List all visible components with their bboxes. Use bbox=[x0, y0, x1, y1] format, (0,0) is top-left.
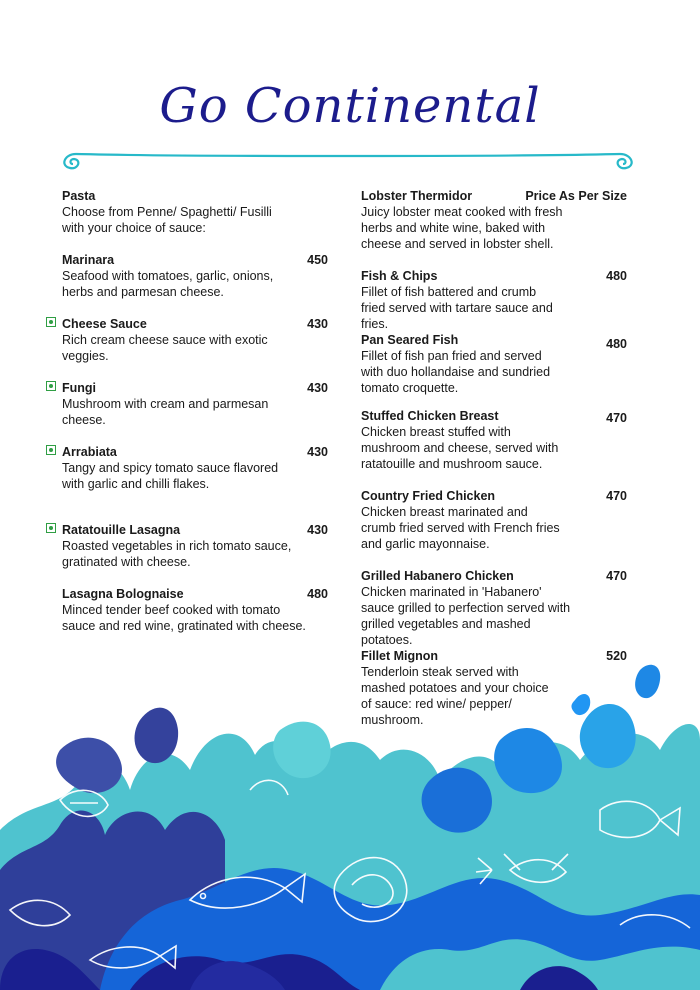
item-description: Mushroom with cream and parmesan cheese. bbox=[62, 397, 269, 427]
item-name: Arrabiata bbox=[62, 445, 117, 459]
item-description: Chicken marinated in 'Habanero' sauce grilled to perfection served with grilled vegetables and mashed potatoes. bbox=[361, 585, 571, 647]
item-price: 480 bbox=[307, 587, 328, 601]
item-name: Pan Seared Fish bbox=[361, 333, 459, 347]
veg-icon bbox=[46, 381, 56, 391]
menu-item bbox=[62, 252, 328, 300]
item-name: Lasagna Bolognaise bbox=[62, 587, 184, 601]
item-name: Country Fried Chicken bbox=[361, 489, 496, 503]
item-price: 430 bbox=[307, 317, 328, 331]
item-price: 520 bbox=[606, 649, 627, 663]
seafood-splash-illustration bbox=[0, 660, 700, 990]
item-description: Fillet of fish pan fried and served with duo hollandaise and sundried tomato croquette. bbox=[361, 349, 551, 395]
item-price: 470 bbox=[606, 569, 627, 583]
menu-item bbox=[62, 522, 328, 570]
pasta-intro-text: Choose from Penne/ Spaghetti/ Fusilli with your choice of sauce: bbox=[62, 205, 272, 235]
item-price: 430 bbox=[307, 445, 328, 459]
item-name: Ratatouille Lasagna bbox=[62, 523, 181, 537]
item-name: Stuffed Chicken Breast bbox=[361, 409, 499, 423]
item-price: 430 bbox=[307, 381, 328, 395]
menu-item bbox=[62, 586, 328, 634]
menu-title: Go Continental bbox=[159, 78, 541, 134]
item-description: Tangy and spicy tomato sauce flavored with garlic and chilli flakes. bbox=[62, 461, 279, 491]
item-description: Rich cream cheese sauce with exotic veggies. bbox=[62, 333, 268, 363]
menu-item bbox=[62, 444, 328, 492]
item-price: 480 bbox=[606, 337, 627, 351]
item-name: Cheese Sauce bbox=[62, 317, 147, 331]
veg-icon bbox=[46, 317, 56, 327]
menu-item bbox=[62, 316, 328, 364]
item-price: 470 bbox=[606, 489, 627, 503]
item-price: 470 bbox=[606, 411, 627, 425]
menu-item bbox=[361, 488, 627, 552]
pasta-intro bbox=[62, 188, 328, 236]
item-description: Fillet of fish battered and crumb fried served with tartare sauce and fries. bbox=[361, 285, 553, 331]
pasta-heading: Pasta bbox=[62, 189, 96, 203]
menu-item bbox=[361, 268, 627, 332]
item-name: Fish & Chips bbox=[361, 269, 438, 283]
item-price: 450 bbox=[307, 253, 328, 267]
item-price: Price As Per Size bbox=[525, 189, 627, 203]
item-description: Seafood with tomatoes, garlic, onions, herbs and parmesan cheese. bbox=[62, 269, 274, 299]
item-description: Minced tender beef cooked with tomato sauce and red wine, gratinated with cheese. bbox=[62, 603, 306, 633]
item-name: Fungi bbox=[62, 381, 97, 395]
item-description: Juicy lobster meat cooked with fresh herbs and white wine, baked with cheese and served in lobster shell. bbox=[361, 205, 563, 251]
item-price: 480 bbox=[606, 269, 627, 283]
menu-item bbox=[361, 408, 627, 472]
menu-item bbox=[62, 380, 328, 428]
menu-item bbox=[361, 188, 627, 252]
item-name: Fillet Mignon bbox=[361, 649, 439, 663]
menu-item bbox=[361, 332, 627, 396]
ornamental-divider bbox=[56, 144, 640, 176]
item-description: Roasted vegetables in rich tomato sauce, gratinated with cheese. bbox=[62, 539, 292, 569]
item-description: Tenderloin steak served with mashed potatoes and your choice of sauce: red wine/ pepper/ mushroom. bbox=[361, 665, 549, 727]
item-description: Chicken breast stuffed with mushroom and cheese, served with ratatouille and mushroom sauce. bbox=[361, 425, 559, 471]
veg-icon bbox=[46, 445, 56, 455]
item-name: Marinara bbox=[62, 253, 115, 267]
item-price: 430 bbox=[307, 523, 328, 537]
menu-item bbox=[361, 568, 627, 648]
veg-icon bbox=[46, 523, 56, 533]
item-description: Chicken breast marinated and crumb fried served with French fries and garlic mayonnaise. bbox=[361, 505, 560, 551]
item-name: Lobster Thermidor bbox=[361, 189, 473, 203]
item-name: Grilled Habanero Chicken bbox=[361, 569, 514, 583]
